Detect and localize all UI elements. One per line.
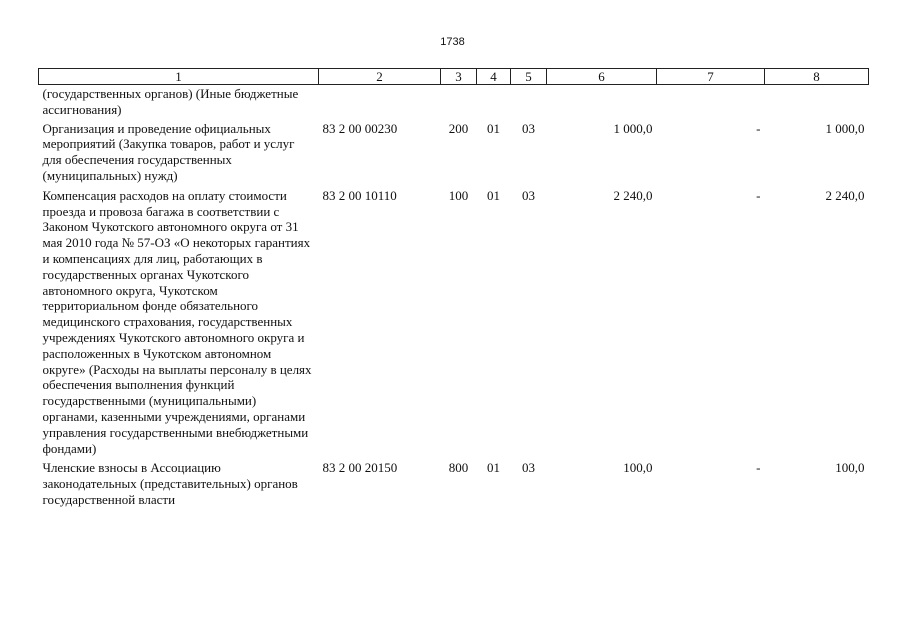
page-number: 1738 [440,36,465,48]
expense-name: Компенсация расходов на оплату стоимости проезда и провоза багажа в соответствии с Законом Чукотского автономного округа от 31 мая 2010 года № 57-ОЗ «О некоторых гарантиях и компенсациях для лиц, работающих в государственных органах Чукотского автономного округа, Чукотском территориальном фонде обязательного медицинского страхования, государственных учреждениях Чукотского автономного округа и расположенных в Чукотском автономном округе» (Расходы на выплаты персоналу в целях обеспечения выполнения функций государственными (муниципальными) органами, казенными учреждениями, органами управления государственными внебюджетными фондами) [42,187,312,456]
table-row [39,186,869,459]
amount-col8: 1 000,0 [825,120,865,136]
amount-col8 [765,85,869,119]
section: 01 [487,460,500,476]
amount-col6: 100,0 [623,460,653,476]
column-header-7: 7 [657,69,765,85]
expense-type: 100 [448,187,469,203]
column-header-1: 1 [39,69,319,85]
column-header-8: 8 [765,69,869,85]
table-row [39,85,869,119]
amount-col6: 1 000,0 [613,120,653,136]
target-code [319,85,441,119]
column-header-2: 2 [319,69,441,85]
section [477,85,511,119]
amount-col7: - [756,187,761,203]
column-header-6: 6 [547,69,657,85]
amount-col8: 100,0 [835,460,865,476]
amount-col7: - [756,460,761,476]
subsection: 03 [522,120,535,136]
column-header-4: 4 [477,69,511,85]
amount-col6 [547,85,657,119]
column-header-5: 5 [511,69,547,85]
header-row [39,69,869,85]
expense-name: Членские взносы в Ассоциацию законодательных (представительных) органов государственной власти [42,460,298,507]
subsection: 03 [522,460,535,476]
target-code: 83 2 00 00230 [322,120,398,136]
table-row [39,458,869,509]
expense-type: 200 [448,120,469,136]
budget-table [38,68,869,510]
section: 01 [487,187,500,203]
expense-name: Организация и проведение официальных мероприятий (Закупка товаров, работ и услуг для обеспечения государственных (муниципальных) нужд) [42,120,295,183]
target-code: 83 2 00 10110 [322,187,397,203]
expense-type [441,85,477,119]
expense-name: (государственных органов) (Иные бюджетные ассигнования) [42,86,299,117]
amount-col7 [657,85,765,119]
amount-col6: 2 240,0 [613,187,653,203]
amount-col7: - [756,120,761,136]
subsection [511,85,547,119]
amount-col8: 2 240,0 [825,187,865,203]
section: 01 [487,120,500,136]
table-row [39,119,869,186]
subsection: 03 [522,187,535,203]
target-code: 83 2 00 20150 [322,460,398,476]
expense-type: 800 [448,460,469,476]
column-header-3: 3 [441,69,477,85]
